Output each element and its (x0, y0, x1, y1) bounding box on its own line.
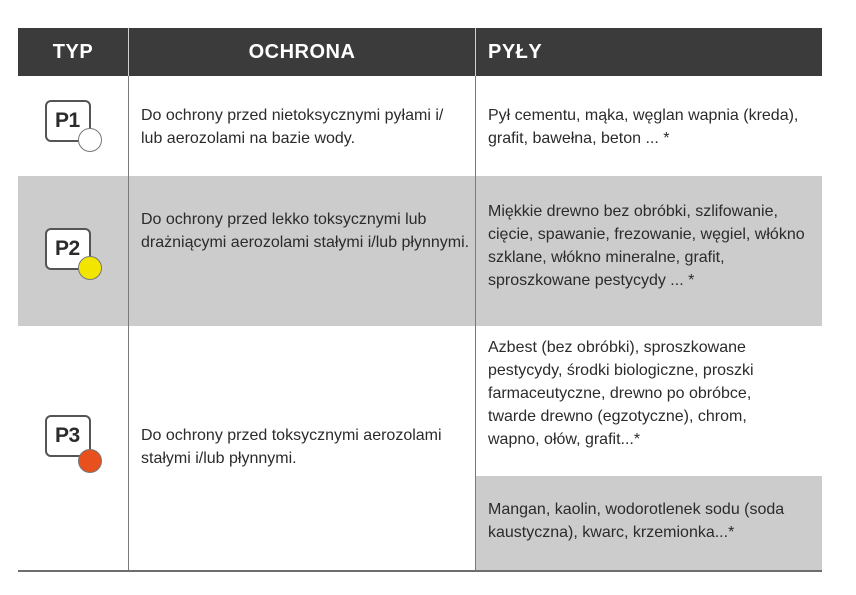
column-divider (128, 76, 129, 570)
class-label: P2 (55, 237, 80, 260)
protection-text: Do ochrony przed lekko toksycznymi lub drażniącymi aerozolami stałymi i/lub płynnymi. (141, 211, 470, 251)
orange-circle-icon (78, 449, 102, 473)
white-circle-icon (78, 128, 102, 152)
yellow-circle-icon (78, 256, 102, 280)
protection-text: Do ochrony przed nietoksycznymi pyłami i/ lub aerozolami na bazie wody. (141, 107, 444, 147)
header-protection: OCHRONA (248, 41, 356, 63)
header-divider (475, 28, 476, 76)
dust-text: Azbest (bez obróbki), sproszkowane pestycydy, środki biologiczne, proszki farmaceutyczne, drewno po obróbce, twarde drewno (egzotyczne), chrom, wapno, ołów, grafit...* (488, 339, 754, 448)
table-row-p2 (18, 176, 822, 326)
header-dust: PYŁY (488, 41, 543, 63)
table-row-p3 (18, 326, 822, 570)
dust-text: Pył cementu, mąka, węglan wapnia (kreda), grafit, bawełna, beton ... * (488, 107, 799, 147)
dust-text: Mangan, kaolin, wodorotlenek sodu (soda kaustyczna), kwarc, krzemionka...* (488, 501, 785, 541)
table-row-p1 (18, 76, 822, 176)
class-label: P3 (55, 424, 80, 447)
protection-text: Do ochrony przed toksycznymi aerozolami stałymi i/lub płynnymi. (141, 427, 442, 467)
dust-subcell (475, 326, 822, 476)
header-type: TYP (52, 41, 94, 63)
dust-text: Miękkie drewno bez obróbki, szlifowanie, cięcie, spawanie, frezowanie, węgiel, włókno szklane, włókno mineralne, grafit, sproszkowane pestycydy ... * (488, 203, 805, 289)
table-bottom-border (18, 570, 822, 572)
dust-subcell (475, 476, 822, 570)
class-label: P1 (55, 109, 80, 132)
table-header (18, 28, 822, 76)
column-divider (475, 76, 476, 570)
